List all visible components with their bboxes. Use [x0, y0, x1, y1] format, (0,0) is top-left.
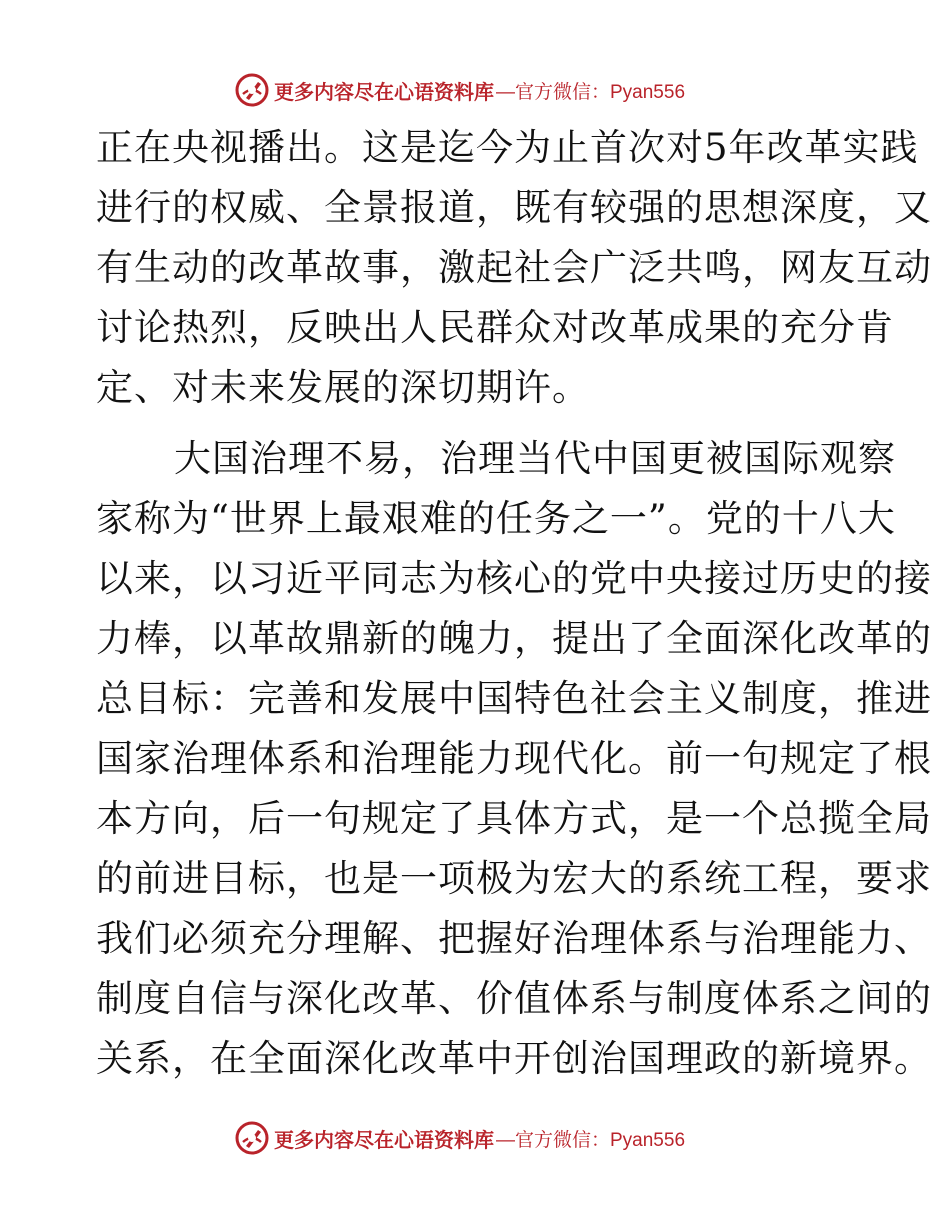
header-brand-text: 更多内容尽在心语资料库	[274, 79, 494, 104]
footer-banner	[234, 1118, 685, 1158]
header-banner	[234, 70, 685, 110]
text-line: 制度自信与深化改革、价值体系与制度体系之间的	[96, 977, 932, 1020]
paragraph-2	[96, 429, 932, 1089]
footer-wechat-text: —官方微信：Pyan556	[496, 1129, 686, 1151]
footer-brand-text: 更多内容尽在心语资料库	[274, 1127, 494, 1152]
paragraph-1	[96, 118, 932, 418]
text-line: 力棒，以革故鼎新的魄力，提出了全面深化改革的	[96, 617, 932, 660]
text-line: 以来，以习近平同志为核心的党中央接过历史的接	[96, 557, 932, 600]
text-line: 的前进目标，也是一项极为宏大的系统工程，要求	[96, 857, 932, 900]
text-line: 国家治理体系和治理能力现代化。前一句规定了根	[96, 737, 932, 780]
text-line: 进行的权威、全景报道，既有较强的思想深度，又	[96, 186, 932, 229]
document-body	[96, 118, 932, 1089]
text-line: 有生动的改革故事，激起社会广泛共鸣，网友互动	[96, 246, 932, 289]
text-line: 关系，在全面深化改革中开创治国理政的新境界。	[96, 1037, 932, 1080]
text-line: 正在央视播出。这是迄今为止首次对5年改革实践	[96, 126, 919, 169]
header-wechat-text: —官方微信：Pyan556	[496, 81, 686, 103]
text-line: 我们必须充分理解、把握好治理体系与治理能力、	[96, 917, 932, 960]
text-line: 本方向，后一句规定了具体方式，是一个总揽全局	[96, 797, 932, 840]
text-line: 讨论热烈，反映出人民群众对改革成果的充分肯	[96, 306, 894, 349]
book-pen-logo-icon	[234, 1120, 270, 1156]
text-line: 家称为“世界上最艰难的任务之一”。党的十八大	[96, 497, 896, 540]
book-pen-logo-icon	[234, 72, 270, 108]
text-line: 大国治理不易，治理当代中国更被国际观察	[174, 437, 896, 480]
text-line: 定、对未来发展的深切期许。	[96, 366, 590, 409]
text-line: 总目标：完善和发展中国特色社会主义制度，推进	[96, 677, 932, 720]
